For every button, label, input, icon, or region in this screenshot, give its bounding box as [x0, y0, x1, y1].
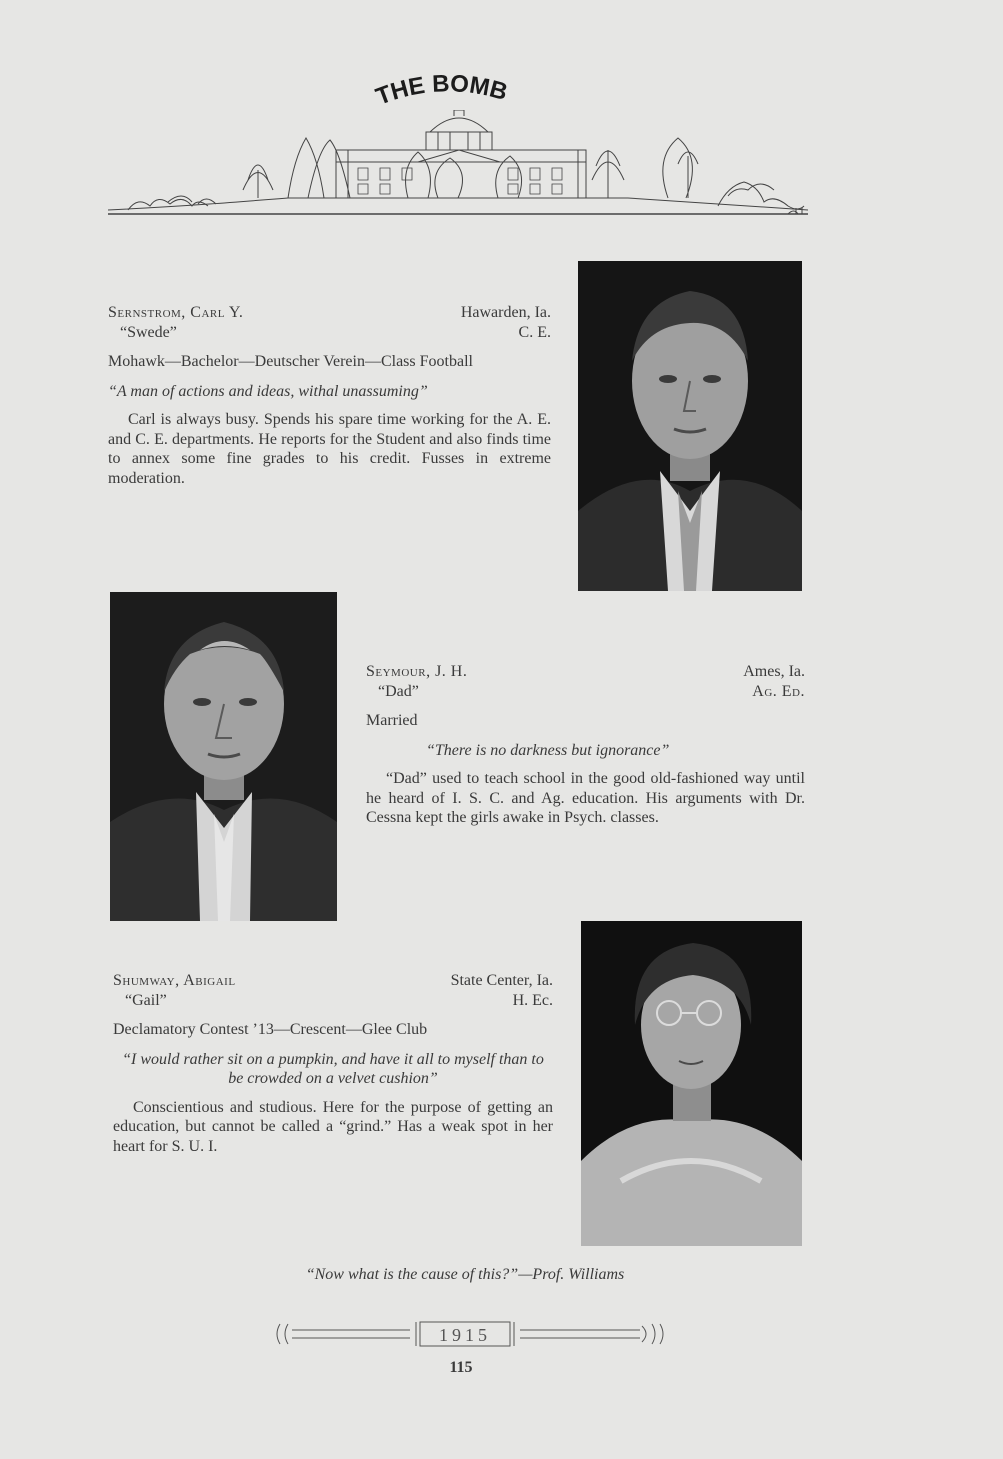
course: Ag. Ed.: [752, 682, 805, 700]
hometown: Hawarden, Ia.: [460, 304, 551, 321]
page-number: 115: [449, 1359, 473, 1376]
entry-subheader-row: [113, 991, 553, 1011]
biography: Conscientious and studious. Here for the purpose of getting an education, but cannot be called a “grind.” Has a weak spot in her heart for S. U. I.: [113, 1098, 553, 1155]
entry-sernstrom: [108, 303, 551, 488]
entry-header-row: [113, 971, 553, 991]
biography: “Dad” used to teach school in the good old-fashioned way until he heard of I. S. C. and Ag. education. His arguments with Dr. Cessna kept the girls awake in Psych. classes.: [366, 770, 805, 826]
year-banner: [270, 1318, 670, 1350]
biography: Carl is always busy. Spends his spare time working for the A. E. and C. E. departments. He reports for the Student and also finds time to annex some fine grades to his credit. Fusses in extreme moderation.: [108, 411, 551, 487]
activities: Mohawk—Bachelor—Deutscher Verein—Class Football: [108, 353, 473, 370]
nickname: “Gail”: [125, 991, 167, 1009]
year-text: 1915: [439, 1325, 491, 1345]
portrait-photo-sernstrom: [578, 261, 802, 591]
portrait-photo-shumway: [581, 921, 802, 1246]
entry-header-row: [366, 662, 805, 682]
motto-quote: “A man of actions and ideas, withal unassuming”: [108, 382, 428, 400]
student-name: Shumway, Abigail: [113, 972, 236, 989]
hometown: State Center, Ia.: [450, 972, 553, 989]
course: C. E.: [518, 323, 551, 341]
nickname: “Swede”: [120, 323, 177, 341]
activities: Declamatory Contest ’13—Crescent—Glee Club: [113, 1021, 428, 1038]
entry-header-row: [108, 303, 551, 323]
motto-quote: “There is no darkness but ignorance”: [426, 741, 670, 759]
nickname: “Dad”: [378, 682, 419, 700]
header-title-text: THE BOMB: [372, 70, 511, 111]
entry-subheader-row: [366, 682, 805, 702]
portrait-photo-seymour: [110, 592, 337, 921]
campus-sketch-illustration: [108, 110, 808, 222]
entry-seymour: [366, 662, 805, 828]
footer-quote: “Now what is the cause of this?”—Prof. Williams: [305, 1266, 625, 1283]
student-name: Sernstrom, Carl Y.: [108, 304, 244, 321]
header-title: [350, 66, 530, 116]
entry-subheader-row: [108, 323, 551, 343]
entry-shumway: [113, 971, 553, 1156]
hometown: Ames, Ia.: [743, 663, 805, 680]
course: H. Ec.: [512, 991, 553, 1009]
activities: Married: [366, 712, 418, 729]
svg-text:THE BOMB: [372, 70, 510, 111]
student-name: Seymour, J. H.: [366, 663, 468, 680]
motto-quote: “I would rather sit on a pumpkin, and have it all to myself than to be crowded on a velvet cushion”: [122, 1050, 544, 1087]
